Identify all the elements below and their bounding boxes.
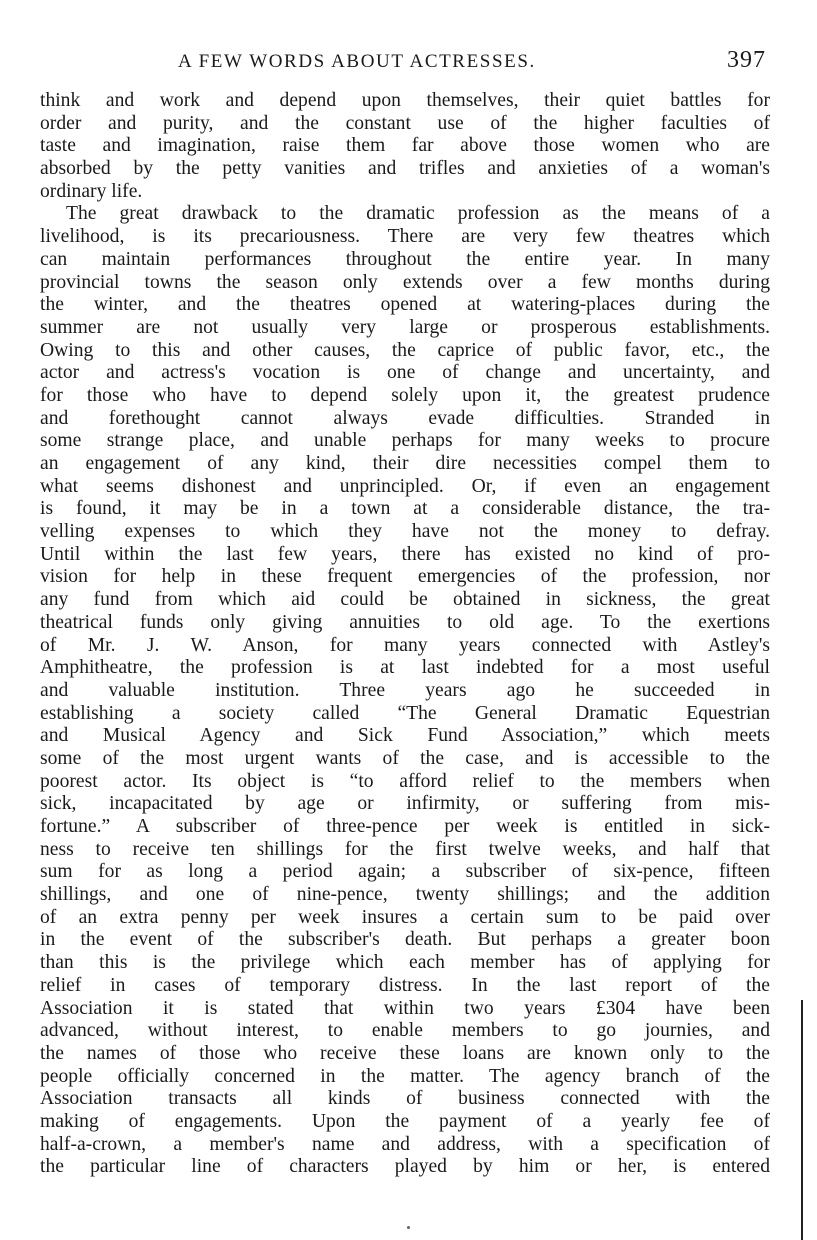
text-line: ness to receive ten shillings for the first twelve weeks, and half that xyxy=(40,838,770,860)
text-line: some strange place, and unable perhaps for many weeks to procure xyxy=(40,430,770,452)
text-line: can maintain performances throughout the entire year. In many xyxy=(40,248,770,270)
text-line: of Mr. J. W. Anson, for many years connected with Astley's xyxy=(40,634,770,656)
text-line: actor and actress's vocation is one of change and uncertainty, and xyxy=(40,362,770,384)
text-line: an engagement of any kind, their dire necessities compel them to xyxy=(40,453,770,474)
text-line: velling expenses to which they have not the money to defray. xyxy=(40,521,770,543)
text-line: any fund from which aid could be obtained in sickness, the great xyxy=(40,589,770,611)
text-line: in the event of the subscriber's death. But perhaps a greater boon xyxy=(40,929,770,951)
page-number: 397 xyxy=(727,47,766,73)
page-mark xyxy=(407,1226,410,1229)
text-line: provincial towns the season only extends over a few months during xyxy=(40,271,770,293)
text-line: shillings, and one of nine-pence, twenty shillings; and the addition xyxy=(40,884,770,906)
text-line: relief in cases of temporary distress. In the last report of the xyxy=(40,974,770,996)
text-line: advanced, without interest, to enable members to go journies, and xyxy=(40,1020,770,1042)
text-line: of an extra penny per week insures a certain sum to be paid over xyxy=(40,906,770,928)
text-line: than this is the privilege which each member has of applying for xyxy=(40,952,770,974)
text-line: the particular line of characters played by him or her, is entered xyxy=(40,1156,770,1178)
text-line: what seems dishonest and unprincipled. Or, if even an engagement xyxy=(40,475,770,497)
text-line: poorest actor. Its object is “to afford relief to the members when xyxy=(40,770,770,792)
text-line: Amphitheatre, the profession is at last indebted for a most useful xyxy=(40,657,770,679)
text-line: vision for help in these frequent emergencies of the profession, nor xyxy=(40,566,770,588)
text-line: Association it is stated that within two years £304 have been xyxy=(40,997,770,1019)
text-line: Owing to this and other causes, the caprice of public favor, etc., the xyxy=(40,339,770,361)
text-line: establishing a society called “The General Dramatic Equestrian xyxy=(40,702,770,724)
text-line: Association transacts all kinds of business connected with the xyxy=(40,1088,770,1110)
text-line: think and work and depend upon themselves, their quiet battles for xyxy=(40,90,770,111)
text-line: sum for as long a period again; a subscriber of six-pence, fifteen xyxy=(40,861,770,883)
text-line: The great drawback to the dramatic profession as the means of a xyxy=(66,203,770,225)
text-line: some of the most urgent wants of the case, and is accessible to the xyxy=(40,747,770,769)
text-line: is found, it may be in a town at a considerable distance, the tra- xyxy=(40,498,770,520)
text-line: theatrical funds only giving annuities to old age. To the exertions xyxy=(40,611,770,633)
text-line: the names of those who receive these loans are known only to the xyxy=(40,1042,770,1064)
text-line: absorbed by the petty vanities and trifles and anxieties of a woman's xyxy=(40,158,770,180)
text-line: for those who have to depend solely upon it, the greatest prudence xyxy=(40,384,770,406)
running-title: A FEW WORDS ABOUT ACTRESSES. xyxy=(178,51,536,72)
text-line: half-a-crown, a member's name and address, with a specification of xyxy=(40,1133,770,1155)
text-line: sick, incapacitated by age or infirmity, or suffering from mis- xyxy=(40,793,770,815)
text-line: making of engagements. Upon the payment of a yearly fee of xyxy=(40,1110,770,1132)
running-head xyxy=(40,47,770,81)
page-edge-rule xyxy=(801,1000,803,1240)
text-line: and valuable institution. Three years ago he succeeded in xyxy=(40,679,770,701)
text-line: Until within the last few years, there has existed no kind of pro- xyxy=(40,543,770,565)
text-line: taste and imagination, raise them far above those women who are xyxy=(40,135,770,157)
text-line: and Musical Agency and Sick Fund Association,” which meets xyxy=(40,725,770,747)
text-line: fortune.” A subscriber of three-pence per week is entitled in sick- xyxy=(40,816,770,837)
text-line: ordinary life. xyxy=(40,180,143,202)
body-text xyxy=(40,90,770,1179)
text-line: people officially concerned in the matter. The agency branch of the xyxy=(40,1065,770,1087)
text-line: summer are not usually very large or prosperous establishments. xyxy=(40,316,770,338)
text-line: livelihood, is its precariousness. There are very few theatres which xyxy=(40,226,770,248)
text-line: and forethought cannot always evade difficulties. Stranded in xyxy=(40,407,770,429)
text-line: the winter, and the theatres opened at watering-places during the xyxy=(40,294,770,316)
text-line: order and purity, and the constant use of the higher faculties of xyxy=(40,112,770,134)
